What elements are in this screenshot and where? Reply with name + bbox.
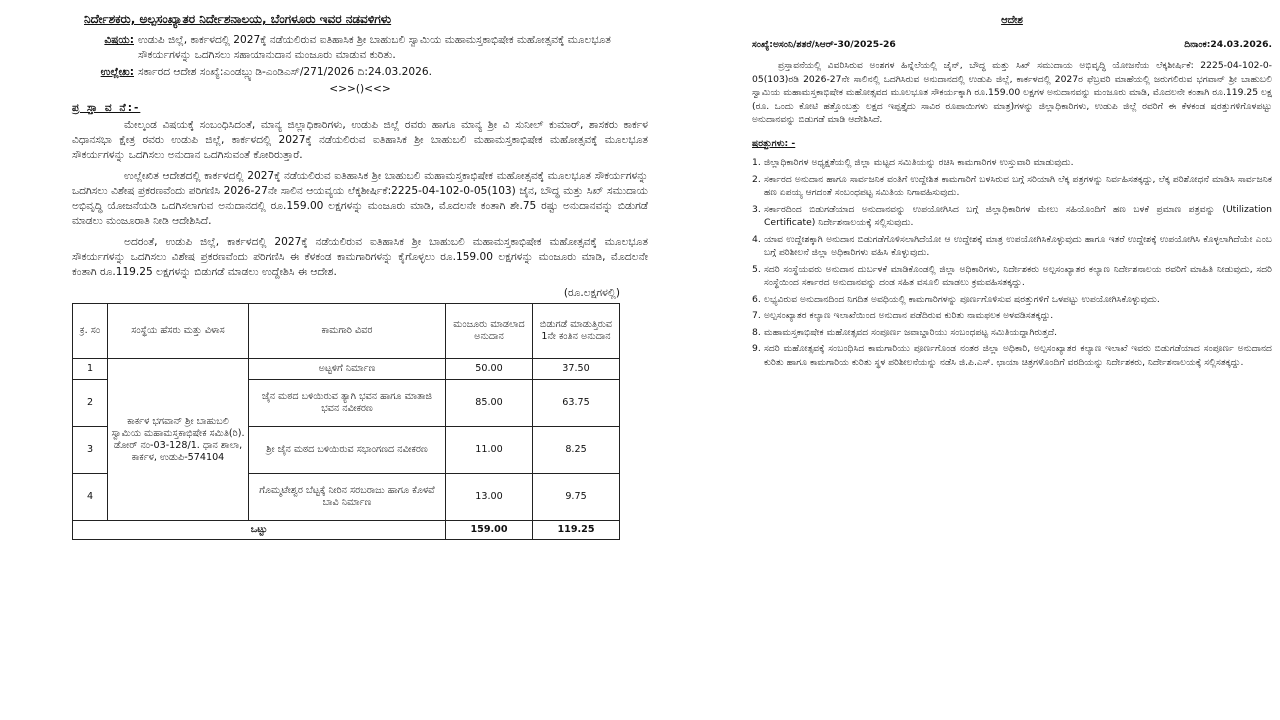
- list-item: [752, 233, 1272, 260]
- row-work: ಜೈನ ಮಠದ ಬಳಿಯಿರುವ ತ್ಯಾಗಿ ಭವನ ಹಾಗೂ ಮಾತಾಜಿ ಭವನ ನವೀಕರಣ: [249, 380, 446, 427]
- list-item: [752, 173, 1272, 200]
- total-label: ಒಟ್ಟು: [73, 521, 446, 540]
- col-sanctioned-header: ಮಂಜೂರು ಮಾಡಲಾದ ಅನುದಾನ: [446, 304, 533, 359]
- preamble-title: ಪ್ರ ಸ್ತಾ ವ ನೆ:-: [72, 102, 141, 114]
- list-item: [752, 342, 1272, 369]
- row-released: 8.25: [533, 427, 620, 474]
- units-note: (ರೂ.ಲಕ್ಷಗಳಲ್ಲಿ): [563, 287, 620, 299]
- condition-number: 6.: [752, 293, 761, 305]
- total-sanctioned: 159.00: [446, 521, 533, 540]
- order-column: [752, 14, 1272, 372]
- institution-cell: ಕಾರ್ಕಳ ಭಗವಾನ್ ಶ್ರೀ ಬಾಹುಬಲಿ ಸ್ವಾಮಿಯ ಮಹಾಮಸ್ತಕಾಭಿಷೇಕ ಸಮಿತಿ(ರಿ). ಡೋರ್ ನಂ-03-128/1. ಧಾನ ಶಾಲಾ, ಕಾರ್ಕಳ, ಉಡುಪಿ-574104: [108, 359, 249, 521]
- preamble-paragraph-2: ಉಲ್ಲೇಖಿತ ಆದೇಶದಲ್ಲಿ ಕಾರ್ಕಳದಲ್ಲಿ 2027ಕ್ಕೆ ನಡೆಯಲಿರುವ ಐತಿಹಾಸಿಕ ಶ್ರೀ ಬಾಹುಬಲಿ ಮಹಾಮಸ್ತಕಾಭಿಷೇಕ ಮಹೋತ್ಸವಕ್ಕೆ ಮೂಲಭೂತ ಸೌಕರ್ಯಗಳನ್ನು ಒದಗಿಸಲು ವಿಶೇಷ ಪ್ರಕರಣವೆಂದು ಪರಿಗಣಿಸಿ 2026-27ನೇ ಸಾಲಿನ ಆಯವ್ಯಯ ಲೆಕ್ಕಶೀರ್ಷಿಕೆ:2225-04-102-0-05(103) ಜೈನ, ಬೌದ್ಧ ಮತ್ತು ಸಿಖ್ ಸಮುದಾಯ ಅಭಿವೃದ್ಧಿ ಯೋಜನೆಯಡಿ ಒದಗಿಸಲಾಗುವ ಅನುದಾನದಲ್ಲಿ ರೂ.159.00 ಲಕ್ಷಗಳನ್ನು ಮಂಜೂರು ಮಾಡಿ, ಮೊದಲನೇ ಕಂತಾಗಿ ಶೇ.75 ರಷ್ಟು ಅನುದಾನವನ್ನು ಬಿಡುಗಡೆ ಮಾಡಲು ಮಂಜೂರಾತಿ ನೀಡಿ ಆದೇಶಿಸಿದೆ.: [72, 170, 648, 227]
- separator-symbol: <>>()<<>: [329, 83, 391, 95]
- condition-text: ಸರ್ಕಾರದ ಅನುದಾನ ಹಾಗೂ ಸಾರ್ವಜನಿಕ ವಂತಿಗೆ ಉದ್ದೇಶಿತ ಕಾಮಗಾರಿಗೆ ಬಳಸಿರುವ ಬಗ್ಗೆ ಸರಿಯಾಗಿ ಲೆಕ್ಕ ಪತ್ರಗಳನ್ನು ನಿರ್ವಹಿಸತಕ್ಕದ್ದು, ಲೆಕ್ಕ ಪರಿಶೋಧನೆ ಮಾಡಿಸಿ ಸಾರ್ವಜನಿಕ ಹಣ ಏಪಯ್ಯ ಆಗದಂತೆ ಸಂಬಂಧಪಟ್ಟ ಸಮಿತಿಯ ನಿಗಾವಹಿಸುವುದು.: [764, 173, 1272, 198]
- row-sl: 3: [73, 427, 108, 474]
- row-released: 37.50: [533, 359, 620, 380]
- condition-text: ಸದರಿ ಸಂಸ್ಥೆಯವರು ಅನುದಾನ ದುರ್ಬಳಕೆ ಮಾಡಿಕೊಂಡಲ್ಲಿ ಜಿಲ್ಲಾ ಅಧಿಕಾರಿಗಳು, ನಿರ್ದೇಶಕರು ಅಲ್ಪಸಂಖ್ಯಾತರ ಕಲ್ಯಾಣ ನಿರ್ದೇಶನಾಲಯ ರವರಿಗೆ ಮಾಹಿತಿ ನೀಡುವುದು, ಸದರಿ ಸಂಸ್ಥೆಯಿಂದ ಸರ್ಕಾರದ ಅನುದಾನವನ್ನು ದಂಡ ಸಹಿತ ವಸೂಲಿ ಮಾಡಲು ಕ್ರಮವಹಿಸತಕ್ಕದ್ದು.: [764, 263, 1272, 288]
- condition-text: ಅಲ್ಪಸಂಖ್ಯಾತರ ಕಲ್ಯಾಣ ಇಲಾಖೆಯಿಂದ ಅನುದಾನ ಪಡೆದಿರುವ ಕುರಿತು ನಾಮಫಲಕ ಅಳವಡಿಸತಕ್ಕದ್ದು.: [764, 310, 1054, 321]
- col-released-header: ಬಿಡುಗಡೆ ಮಾಡುತ್ತಿರುವ 1ನೇ ಕಂತಿನ ಅನುದಾನ: [533, 304, 620, 359]
- row-released: 9.75: [533, 474, 620, 521]
- preamble-paragraph-3: ಅದರಂತೆ, ಉಡುಪಿ ಜಿಲ್ಲೆ, ಕಾರ್ಕಳದಲ್ಲಿ 2027ಕ್ಕೆ ನಡೆಯಲಿರುವ ಐತಿಹಾಸಿಕ ಶ್ರೀ ಬಾಹುಬಲಿ ಮಹಾಮಸ್ತಕಾಭಿಷೇಕ ಮಹೋತ್ಸವಕ್ಕೆ ಮೂಲಭೂತ ಸೌಕರ್ಯಗಳನ್ನು ಒದಗಿಸಲು ವಿಶೇಷ ಪ್ರಕರಣವೆಂದು ಪರಿಗಣಿಸಿ ಈ ಕೆಳಕಂಡ ಕಾಮಗಾರಿಗಳನ್ನು ಕೈಗೊಳ್ಳಲು ರೂ.159.00 ಲಕ್ಷಗಳನ್ನು ಮಂಜೂರು ಮಾಡಿ, ಮೊದಲನೇ ಕಂತಾಗಿ ರೂ.119.25 ಲಕ್ಷಗಳನ್ನು ಬಿಡುಗಡೆ ಮಾಡಲು ಉದ್ದೇಶಿಸಿ ಈ ಆದೇಶ.: [72, 236, 648, 278]
- order-body: ಪ್ರಸ್ತಾವನೆಯಲ್ಲಿ ವಿವರಿಸಿರುವ ಅಂಶಗಳ ಹಿನ್ನೆಲೆಯಲ್ಲಿ ಜೈನ್, ಬೌದ್ಧ ಮತ್ತು ಸಿಖ್ ಸಮುದಾಯ ಅಭಿವೃದ್ಧಿ ಯೋಜನೆಯ ಲೆಕ್ಕಶೀರ್ಷಿಕೆ: 2225-04-102-0-05(103)ರಡಿ 2026-27ನೇ ಸಾಲಿನಲ್ಲಿ ಒದಗಿಸಿರುವ ಅನುದಾನದಲ್ಲಿ ಉಡುಪಿ ಜಿಲ್ಲೆ, ಕಾರ್ಕಳದಲ್ಲಿ 2027ರ ಫೆಬ್ರವರಿ ಮಾಹೆಯಲ್ಲಿ ಜರುಗಲಿರುವ ಭಗವಾನ್ ಶ್ರೀ ಬಾಹುಬಲಿ ಸ್ವಾಮಿಯ ಮಹಾಮಸ್ತಕಾಭಿಷೇಕ ಮಹೋತ್ಸವದ ಮೂಲಭೂತ ಸೌಕರ್ಯಕ್ಕಾಗಿ ರೂ.159.00 ಲಕ್ಷಗಳ ಅನುದಾನವನ್ನು ಮಂಜೂರು ಮಾಡಿ, ಮೊದಲನೇ ಕಂತಾಗಿ ರೂ.119.25 ಲಕ್ಷ (ರೂ. ಒಂದು ಕೋಟಿ ಹತ್ತೊಂಬತ್ತು ಲಕ್ಷದ ಇಪ್ಪತ್ತೈದು ಸಾವಿರ ರೂಪಾಯಿಗಳು ಮಾತ್ರ)ಗಳನ್ನು ಜಿಲ್ಲಾಧಿಕಾರಿಗಳು, ಉಡುಪಿ ಜಿಲ್ಲೆ ರವರಿಗೆ ಈ ಕೆಳಕಂಡ ಷರತ್ತುಗಳಿಗೊಳಪಟ್ಟು ಅನುದಾನವನ್ನು ಬಿಡುಗಡೆ ಮಾಡಿ ಆದೇಶಿಸಿದೆ.: [752, 60, 1272, 125]
- subject-label: ವಿಷಯ:: [104, 34, 134, 46]
- list-item: [752, 156, 1272, 170]
- col-work-header: ಕಾಮಗಾರಿ ವಿವರ: [249, 304, 446, 359]
- condition-text: ಸದರಿ ಮಹೋತ್ಸವಕ್ಕೆ ಸಂಬಂಧಿಸಿದ ಕಾಮಗಾರಿಯು ಪೂರ್ಣಗೊಂಡ ನಂತರ ಜಿಲ್ಲಾ ಅಧಿಕಾರಿ, ಅಲ್ಪಸಂಖ್ಯಾತರ ಕಲ್ಯಾಣ ಇಲಾಖೆ ಇವರು ಬಿಡುಗಡೆಯಾದ ಸಂಪೂರ್ಣ ಅನುದಾನದ ಕುರಿತು ಹಾಗೂ ಕಾಮಗಾರಿಯ ಕುರಿತು ಸ್ಥಳ ಪರಿಶೀಲನೆಯನ್ನು ನಡೆಸಿ ಜಿ.ಪಿ.ಎಸ್. ಛಾಯಾ ಚಿತ್ರಗಳೊಂದಿಗೆ ವರದಿಯನ್ನು ನಿರ್ದೇಶಕರು, ನಿರ್ದೇಶನಾಲಯಕ್ಕೆ ಸಲ್ಲಿಸತಕ್ಕದ್ದು.: [764, 343, 1272, 368]
- row-work: ಶ್ರೀ ಜೈನ ಮಠದ ಬಳಿಯಿರುವ ಸಭಾಂಗಣದ ನವೀಕರಣ: [249, 427, 446, 474]
- table-header-row: [73, 304, 620, 359]
- table-row: [73, 359, 620, 380]
- condition-number: 8.: [752, 326, 761, 338]
- condition-text: ಯಾವ ಉದ್ದೇಶಕ್ಕಾಗಿ ಅನುದಾನ ಬಿಡುಗಡೆಗೊಳಿಸಲಾಗಿದೆಯೋ ಆ ಉದ್ದೇಶಕ್ಕೆ ಮಾತ್ರ ಉಪಯೋಗಿಸಿಕೊಳ್ಳುವುದು ಹಾಗೂ ಇತರೆ ಉದ್ದೇಶಕ್ಕೆ ಉಪಯೋಗಿಸಿ ಕೊಳ್ಳಲಾಗಿದೆಯೇ ಎಂಬ ಬಗ್ಗೆ ಪರಿಶೀಲನೆ ಜಿಲ್ಲಾ ಅಧಿಕಾರಿಗಳು ವಹಿಸಿ ಕೊಳ್ಳುವುದು.: [764, 233, 1272, 258]
- col-institution-header: ಸಂಸ್ಥೆಯ ಹೆಸರು ಮತ್ತು ವಿಳಾಸ: [108, 304, 249, 359]
- order-reference-line: [752, 38, 1272, 52]
- condition-number: 5.: [752, 263, 761, 275]
- list-item: [752, 326, 1272, 340]
- row-sanctioned: 13.00: [446, 474, 533, 521]
- order-title: ಆದೇಶ: [1001, 15, 1023, 26]
- order-number: ಸಂಖ್ಯೆ:ಅಸಂನಿ/ಶತರೆ/ಸಿಆರ್-30/2025-26: [752, 38, 896, 50]
- list-item: [752, 203, 1272, 230]
- proceedings-column: [72, 12, 648, 540]
- row-sanctioned: 11.00: [446, 427, 533, 474]
- row-sl: 2: [73, 380, 108, 427]
- order-date: ದಿನಾಂಕ:24.03.2026.: [1184, 38, 1272, 50]
- row-work: ಅಟ್ಟಳಿಗೆ ನಿರ್ಮಾಣ: [249, 359, 446, 380]
- row-sanctioned: 50.00: [446, 359, 533, 380]
- row-sanctioned: 85.00: [446, 380, 533, 427]
- condition-text: ಜಿಲ್ಲಾಧಿಕಾರಿಗಳ ಅಧ್ಯಕ್ಷತೆಯಲ್ಲಿ ಜಿಲ್ಲಾ ಮಟ್ಟದ ಸಮಿತಿಯನ್ನು ರಚಿಸಿ ಕಾಮಗಾರಿಗಳ ಉಸ್ತುವಾರಿ ಮಾಡುವುದು.: [764, 157, 1074, 168]
- list-item: [752, 309, 1272, 323]
- conditions-list: [752, 156, 1272, 369]
- row-released: 63.75: [533, 380, 620, 427]
- row-work: ಗೊಮ್ಮಟೇಶ್ವರ ಬೆಟ್ಟಕ್ಕೆ ನೀರಿನ ಸರಬರಾಜು ಹಾಗೂ ಕೊಳವೆ ಬಾವಿ ನಿರ್ಮಾಣ: [249, 474, 446, 521]
- row-sl: 1: [73, 359, 108, 380]
- reference-label: ಉಲ್ಲೇಖ:: [100, 66, 134, 78]
- col-sl-header: ಕ್ರ. ಸಂ: [73, 304, 108, 359]
- reference-row: [72, 65, 648, 80]
- reference-text: ಸರ್ಕಾರದ ಆದೇಶ ಸಂಖ್ಯೆ:ಎಂಡಬ್ಲ್ಯುಡಿ-ಎಂಡಿಎಸ್/271/2026 ದಿ:24.03.2026.: [138, 66, 432, 78]
- condition-number: 9.: [752, 343, 761, 354]
- proceedings-header: ನಿರ್ದೇಶಕರು, ಅಲ್ಪಸಂಖ್ಯಾತರ ನಿರ್ದೇಶನಾಲಯ, ಬೆಂಗಳೂರು ಇವರ ನಡವಳಿಗಳು: [84, 12, 392, 26]
- row-sl: 4: [73, 474, 108, 521]
- total-released: 119.25: [533, 521, 620, 540]
- preamble-paragraph-1: ಮೇಲ್ಕಂಡ ವಿಷಯಕ್ಕೆ ಸಂಬಂಧಿಸಿದಂತೆ, ಮಾನ್ಯ ಜಿಲ್ಲಾಧಿಕಾರಿಗಳು, ಉಡುಪಿ ಜಿಲ್ಲೆ ರವರು ಹಾಗೂ ಮಾನ್ಯ ಶ್ರೀ ವಿ ಸುನೀಲ್ ಕುಮಾರ್, ಶಾಸಕರು ಕಾರ್ಕಳ ವಿಧಾನಸಭಾ ಕ್ಷೇತ್ರ ರವರು ಉಡುಪಿ ಜಿಲ್ಲೆ, ಕಾರ್ಕಳದಲ್ಲಿ 2027ಕ್ಕೆ ನಡೆಯಲಿರುವ ಐತಿಹಾಸಿಕ ಶ್ರೀ ಬಾಹುಬಲಿ ಮಹಾಮಸ್ತಕಾಭಿಷೇಕ ಮಹೋತ್ಸವಕ್ಕೆ ಮೂಲಭೂತ ಸೌಕರ್ಯಗಳನ್ನು ಒದಗಿಸಲು ಅನುದಾನ ಒದಗಿಸುವಂತೆ ಕೋರಿರುತ್ತಾರೆ.: [72, 119, 648, 161]
- grant-table: [72, 303, 620, 540]
- list-item: [752, 263, 1272, 290]
- condition-number: 2.: [752, 173, 761, 185]
- total-row: [73, 521, 620, 540]
- condition-text: ಮಹಾಮಸ್ತಕಾಭಿಷೇಕ ಮಹೋತ್ಸವದ ಸಂಪೂರ್ಣ ಜವಾಬ್ದಾರಿಯು ಸಂಬಂಧಪಟ್ಟ ಸಮಿತಿಯದ್ದಾಗಿರುತ್ತದೆ.: [764, 326, 1058, 338]
- condition-number: 3.: [752, 203, 761, 215]
- condition-number: 1.: [752, 157, 761, 168]
- condition-number: 4.: [752, 233, 761, 245]
- condition-text: ಲಭ್ಯವಿರುವ ಅನುದಾನದಿಂದ ನಿಗದಿತ ಅವಧಿಯಲ್ಲಿ ಕಾಮಗಾರಿಗಳನ್ನು ಪೂರ್ಣಗೊಳಿಸುವ ಷರತ್ತುಗಳಿಗೆ ಒಳಪಟ್ಟು ಉಪಯೋಗಿಸಿಕೊಳ್ಳುವುದು.: [764, 293, 1160, 305]
- conditions-heading: ಷರತ್ತುಗಳು: -: [752, 137, 796, 149]
- list-item: [752, 293, 1272, 307]
- subject-row: [72, 33, 648, 63]
- condition-text: ಸರ್ಕಾರದಿಂದ ಬಿಡುಗಡೆಯಾದ ಅನುದಾನವನ್ನು ಉಪಯೋಗಿಸಿದ ಬಗ್ಗೆ ಜಿಲ್ಲಾಧಿಕಾರಿಗಳ ಮೇಲು ಸಹಿಯೊಂದಿಗೆ ಹಣ ಬಳಕೆ ಪ್ರಮಾಣ ಪತ್ರವನ್ನು (Utilization Certificate) ನಿರ್ದೇಶನಾಲಯಕ್ಕೆ ಸಲ್ಲಿಸುವುದು.: [764, 203, 1272, 228]
- condition-number: 7.: [752, 310, 761, 321]
- subject-text: ಉಡುಪಿ ಜಿಲ್ಲೆ, ಕಾರ್ಕಳದಲ್ಲಿ 2027ಕ್ಕೆ ನಡೆಯಲಿರುವ ಐತಿಹಾಸಿಕ ಶ್ರೀ ಬಾಹುಬಲಿ ಸ್ವಾಮಿಯ ಮಹಾಮಸ್ತಕಾಭಿಷೇಕ ಮಹೋತ್ಸವಕ್ಕೆ ಮೂಲಭೂತ ಸೌಕರ್ಯಗಳನ್ನು ಒದಗಿಸಲು ಸಹಾಯಾನುದಾನ ಮಂಜೂರು ಮಾಡುವ ಕುರಿತು.: [138, 34, 611, 61]
